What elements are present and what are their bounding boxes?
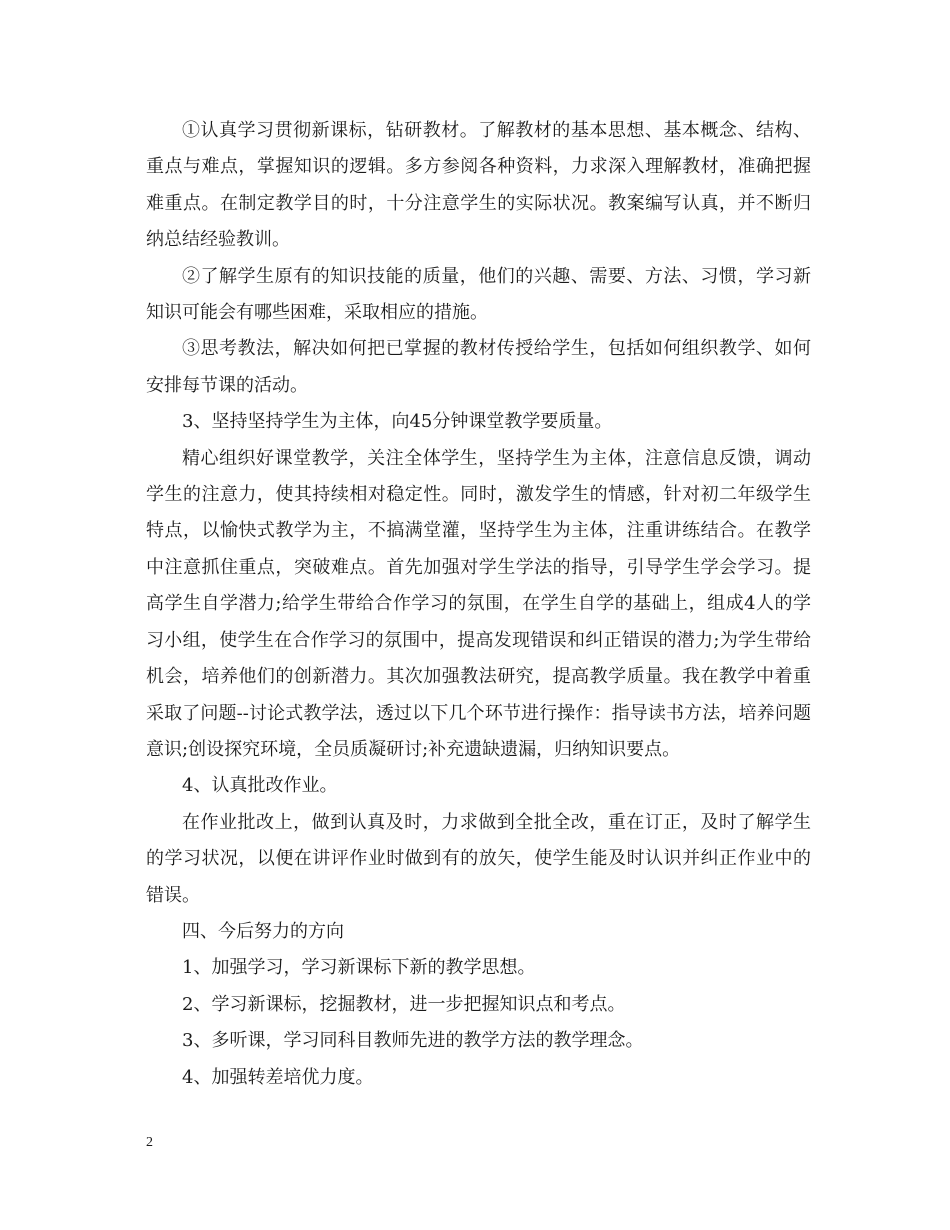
list-item: 1、加强学习，学习新课标下新的教学思想。 [182, 957, 536, 979]
list-item: 3、多听课，学习同科目教师先进的教学方法的教学理念。 [182, 1030, 644, 1052]
section-heading: 四、今后努力的方向 [182, 920, 344, 942]
document-body [146, 113, 811, 1096]
paragraph: ①认真学习贯彻新课标，钻研教材。了解教材的基本思想、基本概念、结构、重点与难点，掌握知识的逻辑。多方参阅各种资料，力求深入理解教材，准确把握难重点。在制定教学目的时，十分注意学生的实际状况。教案编写认真，并不断归纳总结经验教训。 [146, 120, 811, 251]
section-heading: 3、坚持坚持学生为主体，向45分钟课堂教学要质量。 [182, 411, 613, 433]
paragraph: 精心组织好课堂教学，关注全体学生，坚持学生为主体，注意信息反馈，调动学生的注意力，使其持续相对稳定性。同时，激发学生的情感，针对初二年级学生特点，以愉快式教学为主，不搞满堂灌，坚持学生为主体，注重讲练结合。在教学中注意抓住重点，突破难点。首先加强对学生学法的指导，引导学生学会学习。提高学生自学潜力;给学生带给合作学习的氛围，在学生自学的基础上，组成4人的学习小组，使学生在合作学习的氛围中，提高发现错误和纠正错误的潜力;为学生带给机会，培养他们的创新潜力。其次加强教法研究，提高教学质量。我在教学中着重采取了问题--讨论式教学法，透过以下几个环节进行操作：指导读书方法，培养问题意识;创设探究环境，全员质凝研讨;补充遗缺遗漏，归纳知识要点。 [146, 447, 811, 760]
paragraph: ②了解学生原有的知识技能的质量，他们的兴趣、需要、方法、习惯，学习新知识可能会有哪些困难，采取相应的措施。 [146, 265, 811, 324]
section-heading: 4、认真批改作业。 [182, 775, 338, 797]
page-number: 2 [146, 1135, 153, 1150]
paragraph: ③思考教法，解决如何把已掌握的教材传授给学生，包括如何组织教学、如何安排每节课的活动。 [146, 338, 811, 396]
paragraph: 在作业批改上，做到认真及时，力求做到全批全改，重在订正，及时了解学生的学习状况，以便在讲评作业时做到有的放矢，使学生能及时认识并纠正作业中的错误。 [146, 811, 811, 906]
list-item: 4、加强转差培优力度。 [182, 1066, 374, 1088]
list-item: 2、学习新课标，挖掘教材，进一步把握知识点和考点。 [182, 993, 626, 1015]
